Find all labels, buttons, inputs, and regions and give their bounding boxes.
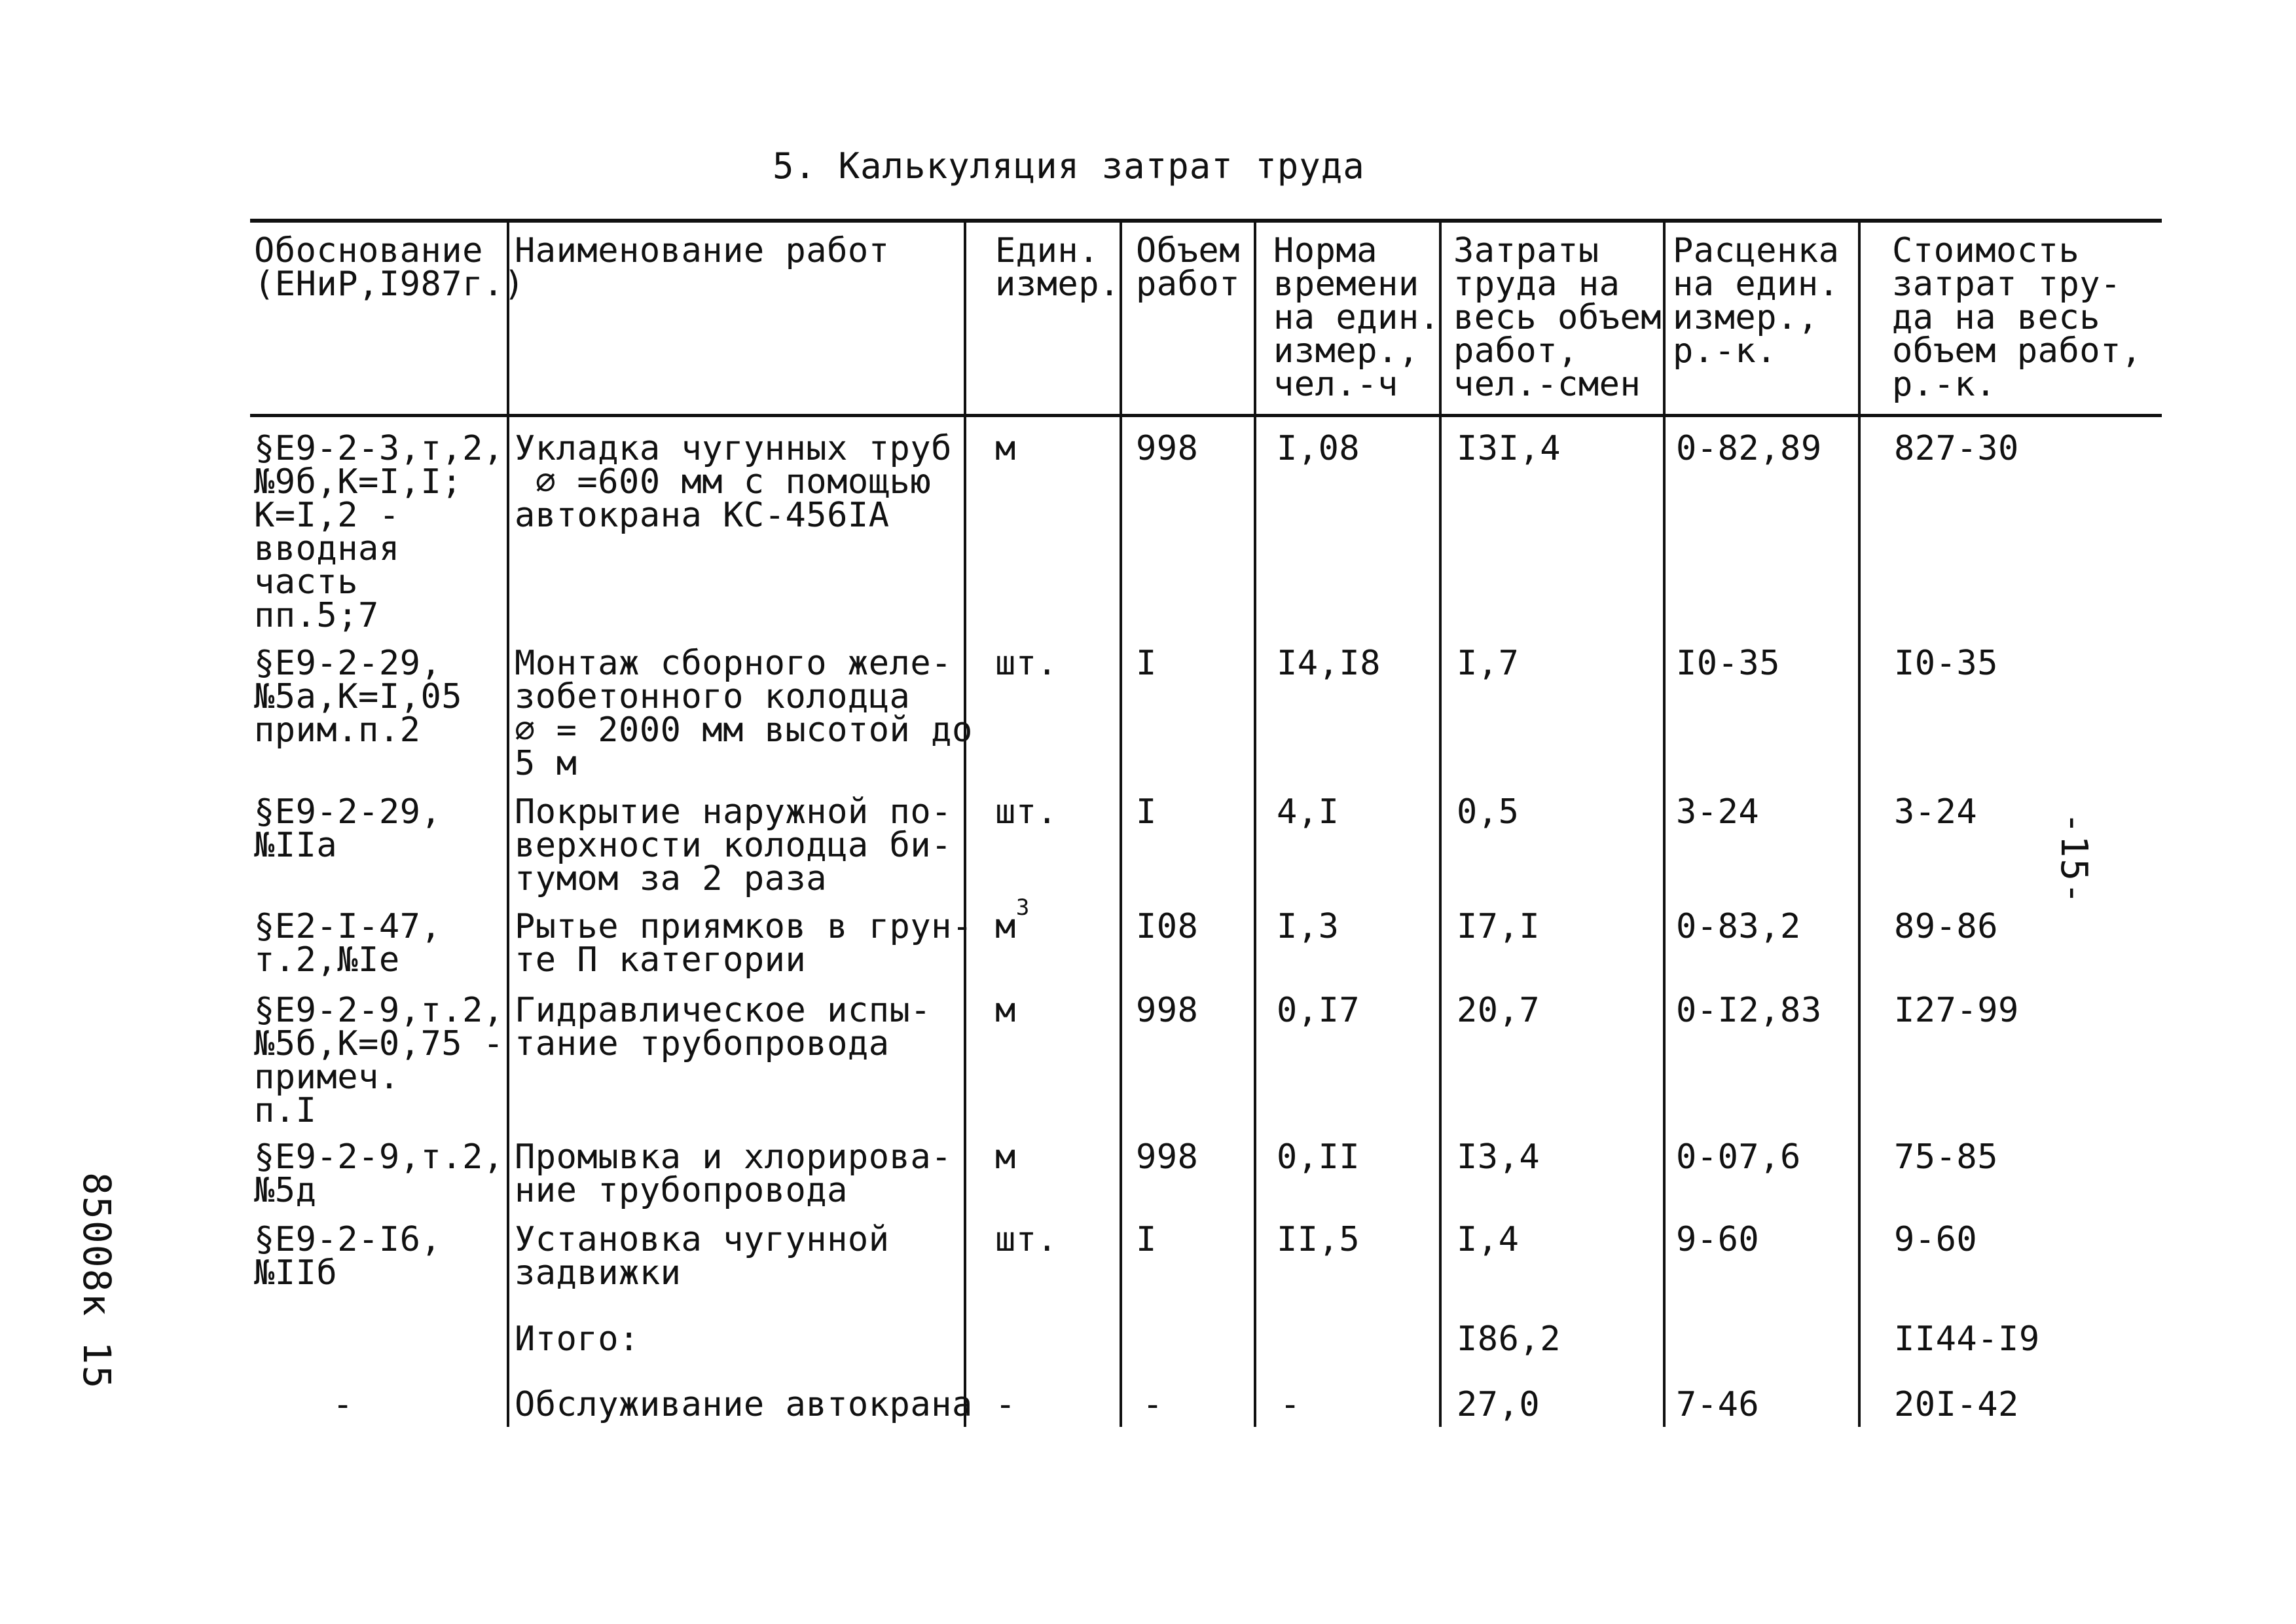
row-9-volume: - [1142,1385,1163,1424]
table-top-rule [250,219,2162,223]
row-5-labor: 20,7 [1457,991,1540,1030]
row-3-cost: 3-24 [1894,792,1978,832]
header-labor-cost: Затраты труда на весь объем работ, чел.-смен [1453,231,1662,404]
row-3-norm: 4,I [1277,792,1339,832]
document-title: 5. Калькуляция затрат труда [773,145,1365,187]
row-2-unit: шт. [995,644,1058,683]
header-volume: Объем работ [1136,231,1241,304]
col-divider-3 [1120,219,1122,1427]
row-4-name: Рытье приямков в грун- те П категории [515,907,973,980]
row-2-volume: I [1136,644,1157,683]
row-9-unit: - [995,1385,1016,1424]
row-3-volume: I [1136,792,1157,832]
total-label: Итого: [515,1320,640,1359]
row-4-volume: I08 [1136,907,1199,946]
col-divider-6 [1663,219,1666,1427]
row-3-rate: 3-24 [1676,792,1760,832]
header-unit: Един. измер. [995,231,1120,304]
total-cost: II44-I9 [1894,1320,2040,1359]
total-labor: I86,2 [1457,1320,1561,1359]
row-7-norm: II,5 [1277,1220,1360,1259]
row-5-basis: §Е9-2-9,т.2, №5б,К=0,75 - примеч. п.I [254,991,504,1130]
row-3-unit: шт. [995,792,1058,832]
row-1-unit: м [995,429,1016,468]
header-bottom-rule [250,414,2162,417]
row-1-volume: 998 [1136,429,1199,468]
col-divider-1 [507,219,509,1427]
row-5-rate: 0-I2,83 [1676,991,1822,1030]
row-4-labor: I7,I [1457,907,1540,946]
row-4-unit-base: м [995,907,1016,946]
row-3-name: Покрытие наружной по- верхности колодца би- тумом за 2 раза [515,792,952,898]
row-4-unit-exponent: 3 [1015,895,1030,921]
row-3-labor: 0,5 [1457,792,1520,832]
row-1-rate: 0-82,89 [1676,429,1822,468]
row-6-basis: §Е9-2-9,т.2, №5д [254,1137,504,1210]
row-1-cost: 827-30 [1894,429,2019,468]
row-2-labor: I,7 [1457,644,1520,683]
col-divider-7 [1858,219,1861,1427]
header-basis: Обоснование (ЕНиР,I987г.) [254,231,525,304]
row-7-rate: 9-60 [1676,1220,1760,1259]
row-5-unit: м [995,991,1016,1030]
row-1-name: Укладка чугунных труб ⌀ =600 мм с помощью автокрана КС-456IА [515,429,952,535]
row-1-norm: I,08 [1277,429,1360,468]
row-2-norm: I4,I8 [1277,644,1381,683]
row-4-norm: I,3 [1277,907,1339,946]
row-9-labor: 27,0 [1457,1385,1540,1424]
header-rate: Расценка на един. измер., р.-к. [1673,231,1840,371]
row-5-cost: I27-99 [1894,991,2019,1030]
header-time-norm: Норма времени на един. измер., чел.-ч [1273,231,1440,404]
row-4-rate: 0-83,2 [1676,907,1801,946]
row-5-norm: 0,I7 [1277,991,1360,1030]
row-6-volume: 998 [1136,1137,1199,1177]
col-divider-4 [1254,219,1256,1427]
row-7-basis: §Е9-2-I6, №IIб [254,1220,442,1293]
row-6-name: Промывка и хлорирова- ние трубопровода [515,1137,952,1210]
row-7-name: Установка чугунной задвижки [515,1220,890,1293]
header-work-name: Наименование работ [515,231,890,270]
row-4-cost: 89-86 [1894,907,1999,946]
row-7-unit: шт. [995,1220,1058,1259]
row-9-rate: 7-46 [1676,1385,1760,1424]
row-2-cost: I0-35 [1894,644,1999,683]
document-stamp: 85008к 15 [75,1172,119,1390]
row-6-unit: м [995,1137,1016,1177]
row-6-cost: 75-85 [1894,1137,1999,1177]
row-6-norm: 0,II [1277,1137,1360,1177]
row-3-basis: §Е9-2-29, №IIа [254,792,442,865]
row-5-name: Гидравлическое испы- тание трубопровода [515,991,932,1063]
row-1-labor: I3I,4 [1457,429,1561,468]
row-2-rate: I0-35 [1676,644,1781,683]
row-4-unit [995,895,1030,946]
row-7-volume: I [1136,1220,1157,1259]
row-1-basis: §Е9-2-3,т,2, №9б,К=I,I; К=I,2 - вводная часть пп.5;7 [254,429,504,635]
row-9-name: Обслуживание автокрана [515,1385,973,1424]
row-9-cost: 20I-42 [1894,1385,2019,1424]
row-6-labor: I3,4 [1457,1137,1540,1177]
row-7-cost: 9-60 [1894,1220,1978,1259]
row-4-basis: §Е2-I-47, т.2,№Iе [254,907,442,980]
row-9-basis: - [333,1385,354,1424]
row-7-labor: I,4 [1457,1220,1520,1259]
row-9-norm: - [1280,1385,1301,1424]
row-5-volume: 998 [1136,991,1199,1030]
col-divider-2 [964,219,966,1427]
row-2-basis: §Е9-2-29, №5а,К=I,05 прим.п.2 [254,644,463,750]
row-6-rate: 0-07,6 [1676,1137,1801,1177]
header-total-cost: Стоимость затрат тру- да на весь объем работ, р.-к. [1892,231,2142,404]
row-2-name: Монтаж сборного желе- зобетонного колодца ⌀ = 2000 мм высотой до 5 м [515,644,973,783]
page-number: -15- [2052,812,2095,906]
